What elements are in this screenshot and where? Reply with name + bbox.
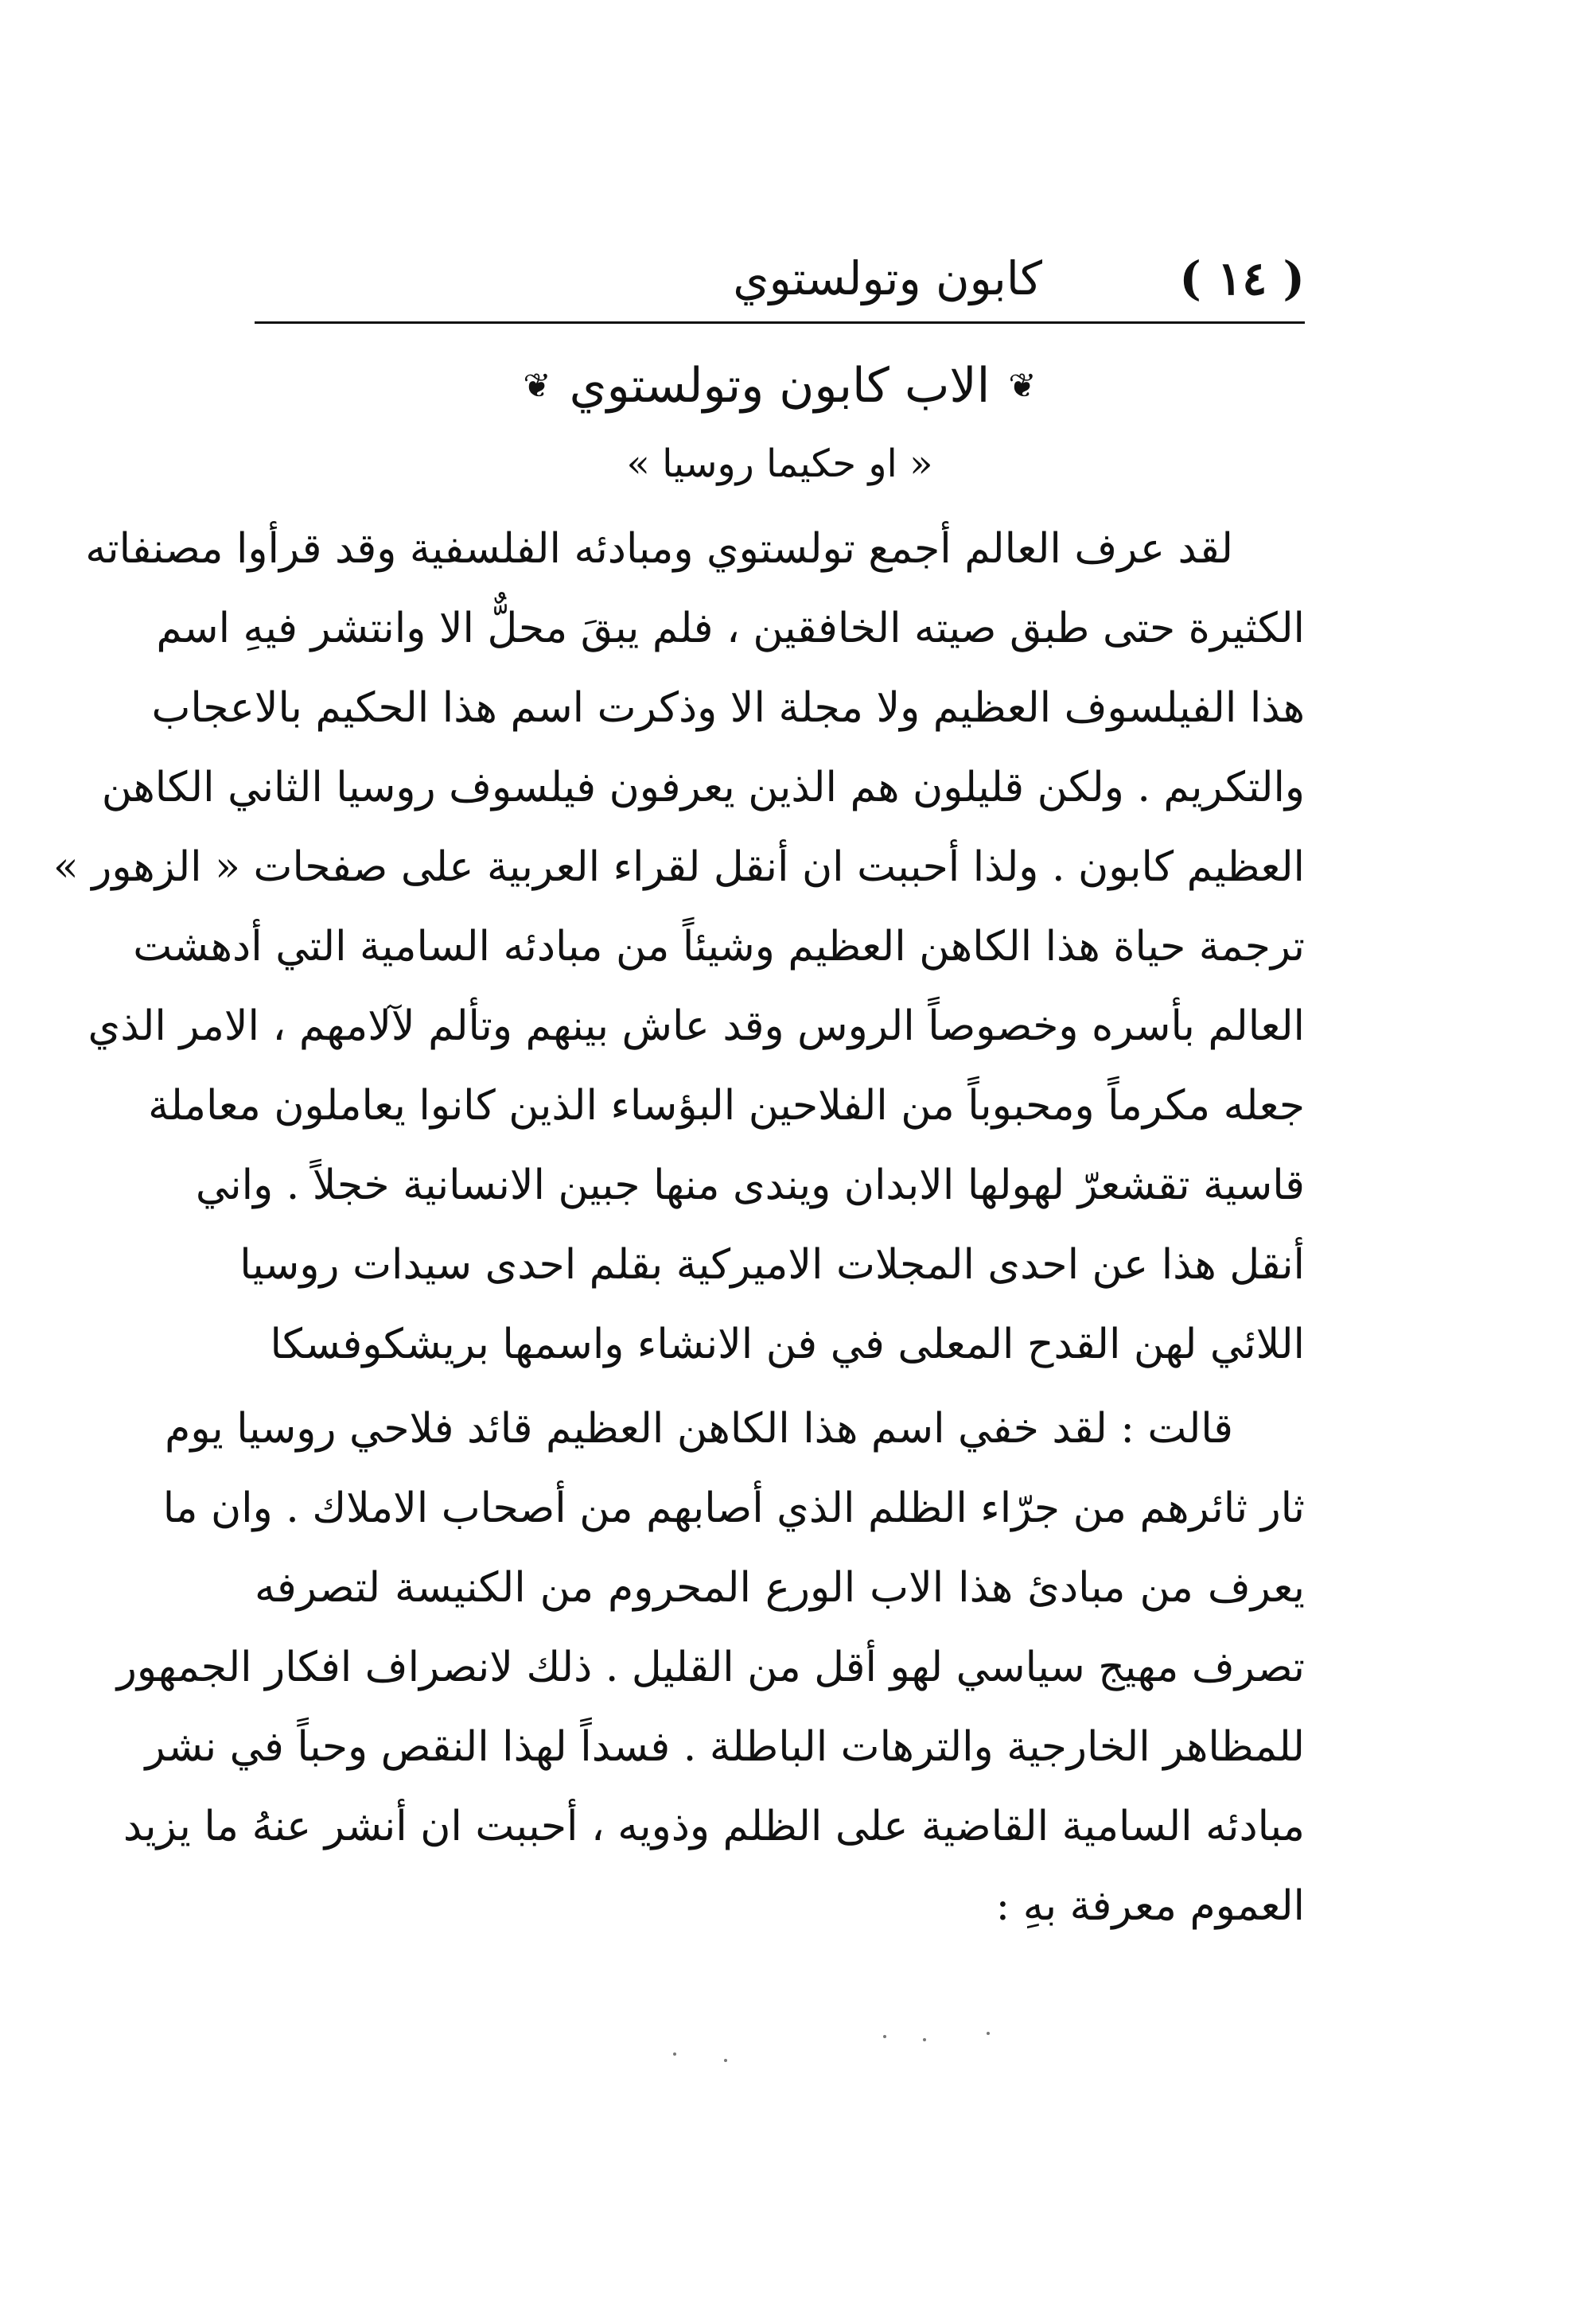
paragraph-line: هذا الفيلسوف العظيم ولا مجلة الا وذكرت اسم هذا الحكيم بالاعجاب: [151, 684, 1305, 732]
print-speck: [724, 2059, 727, 2062]
running-title: كابون وتولستوي: [733, 251, 1042, 305]
article-title: الاب كابون وتولستوي: [569, 358, 991, 414]
paragraph-line: للمظاهر الخارجية والترهات الباطلة . فسداً لهذا النقص وحباً في نشر: [145, 1723, 1305, 1771]
print-speck: [883, 2035, 886, 2038]
paragraph-line: ثار ثائرهم من جرّاء الظلم الذي أصابهم من أصحاب الاملاك . وان ما: [162, 1484, 1305, 1532]
paragraph-line: ترجمة حياة هذا الكاهن العظيم وشيئاً من مبادئه السامية التي أدهشت: [133, 923, 1305, 971]
page-number: ( ١٤ ): [1179, 251, 1305, 305]
paragraph-line: العظيم كابون . ولذا أحببت ان أنقل لقراء العربية على صفحات « الزهور »: [53, 843, 1305, 891]
article-subtitle: « او حكيما روسيا »: [626, 442, 933, 486]
running-head: [255, 243, 1305, 314]
paragraph-line: مبادئه السامية القاضية على الظلم وذويه ، أحببت ان أنشر عنهُ ما يزيد: [123, 1803, 1305, 1850]
header-rule: [255, 321, 1305, 324]
paragraph-line: أنقل هذا عن احدى المجلات الاميركية بقلم احدى سيدات روسيا: [239, 1241, 1305, 1289]
paragraph-line: تصرف مهيج سياسي لهو أقل من القليل . ذلك لانصراف افكار الجمهور: [116, 1644, 1305, 1691]
paragraph-line: لقد عرف العالم أجمع تولستوي ومبادئه الفلسفية وقد قرأوا مصنفاته: [85, 525, 1233, 573]
print-speck: [987, 2032, 990, 2035]
paragraph-line: اللائي لهن القدح المعلى في فن الانشاء واسمها بريشكوفسكا: [270, 1321, 1305, 1368]
paragraph-2: [116, 1389, 1305, 1946]
paragraph-line: الكثيرة حتى طبق صيته الخافقين ، فلم يبقَ محلٌّ الا وانتشر فيهِ اسم: [156, 605, 1305, 652]
paragraph-line: والتكريم . ولكن قليلون هم الذين يعرفون فيلسوف روسيا الثاني الكاهن: [101, 764, 1305, 811]
paragraph-line: يعرف من مبادئ هذا الاب الورع المحروم من الكنيسة لتصرفه: [255, 1564, 1305, 1612]
paragraph-line: قالت : لقد خفي اسم هذا الكاهن العظيم قائد فلاحي روسيا يوم: [165, 1405, 1233, 1453]
print-speck: [923, 2038, 926, 2041]
paragraph-line: العموم معرفة بهِ :: [995, 1882, 1305, 1930]
paragraph-line: العالم بأسره وخصوصاً الروس وقد عاش بينهم وتألم لآلامهم ، الامر الذي: [88, 1002, 1305, 1050]
article-title-row: [255, 350, 1305, 422]
paragraph-line: قاسية تقشعرّ لهولها الابدان ويندى منها جبين الانسانية خجلاً . واني: [195, 1161, 1305, 1209]
print-speck: [673, 2052, 676, 2056]
paragraph-1: [53, 509, 1305, 1384]
right-ornament-icon: ❦: [1008, 366, 1037, 405]
paragraph-line: جعله مكرماً ومحبوباً من الفلاحين البؤساء الذين كانوا يعاملون معاملة: [148, 1082, 1305, 1130]
body-text: [53, 509, 1305, 1946]
left-ornament-icon: ❦: [523, 366, 551, 405]
